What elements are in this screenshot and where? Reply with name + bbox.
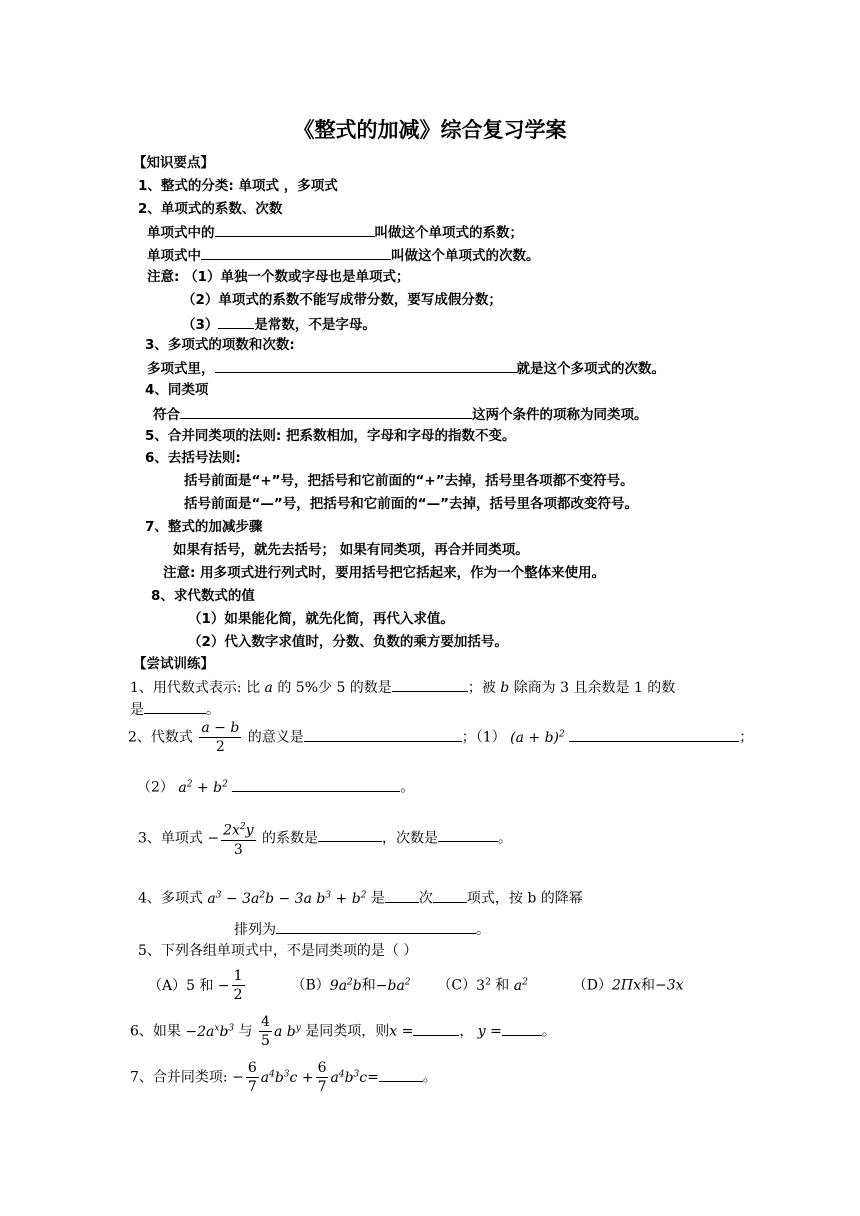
answer-blank[interactable] — [144, 698, 206, 714]
question-1 — [130, 676, 675, 698]
text: = — [367, 1069, 379, 1086]
question-4 — [138, 885, 583, 909]
text: ， — [459, 1023, 474, 1040]
text: 1、用代数式表示: 比 — [130, 680, 261, 696]
text: 。 — [541, 1023, 556, 1040]
question-6 — [130, 1008, 556, 1052]
text: 2、代数式 — [128, 729, 193, 746]
knowledge-item-1: 1、整式的分类: 单项式 ，多项式 — [138, 178, 338, 194]
question-3 — [138, 818, 512, 859]
bracket-rule-minus: 括号前面是“—”号，把括号和它前面的“—”去掉，括号里各项都改变符号。 — [184, 496, 638, 512]
blank — [215, 221, 375, 237]
text: 4、多项式 — [138, 890, 203, 907]
steps-text: 如果有括号，就先去括号； 如果有同类项，再合并同类项。 — [173, 542, 529, 558]
text: 。 — [498, 830, 513, 847]
numerator: 1 — [233, 968, 243, 985]
numerator: 6 — [247, 1060, 257, 1077]
text: 和 — [361, 977, 376, 994]
math: a $b^y$ — [273, 1023, 301, 1040]
answer-blank[interactable] — [232, 776, 400, 792]
question-5: 5、下列各组单项式中，不是同类项的是（ ） — [138, 943, 418, 959]
text: 是常数，不是字母。 — [254, 317, 376, 333]
text: 是 — [130, 702, 144, 718]
math: x = — [389, 1023, 414, 1040]
option-a[interactable] — [148, 968, 247, 1004]
text: （D） — [572, 977, 612, 994]
text: 符合 — [153, 407, 180, 423]
text: 排列为 — [234, 922, 276, 938]
text: 叫做这个单项式的次数。 — [391, 248, 540, 264]
blank — [215, 357, 517, 373]
option-d[interactable] — [573, 978, 684, 994]
knowledge-item-2: 2、单项式的系数、次数 — [138, 201, 283, 217]
math: − — [207, 830, 220, 847]
page-title: 《整式的加减》综合复习学案 — [293, 118, 567, 142]
evaluate-rule-2: （2）代入数字求值时，分数、负数的乘方要加括号。 — [188, 634, 508, 650]
text: 除商为 3 且余数是 1 的数 — [513, 680, 676, 696]
text: ；（1） — [461, 729, 506, 746]
numerator: $2x^2y$ — [221, 818, 255, 841]
answer-blank[interactable] — [318, 826, 382, 842]
math: 2Πx — [611, 977, 641, 994]
text: 是 — [370, 890, 385, 907]
text: 。 — [476, 922, 490, 938]
fraction — [221, 818, 255, 859]
math: $a^4b^3c$ — [330, 1069, 368, 1086]
question-5-options — [148, 962, 684, 1006]
text: 7、合并同类项: — [130, 1069, 228, 1086]
text: 的 5%少 5 的数是 — [277, 680, 392, 696]
math: b — [500, 680, 510, 696]
text: 这两个条件的项称为同类项。 — [472, 407, 648, 423]
note-2: （2）单项式的系数不能写成带分数，要写成假分数； — [182, 292, 502, 308]
numerator: a − b — [201, 720, 240, 737]
text: 项式，按 b 的降幂 — [466, 890, 583, 907]
text: （3） — [182, 317, 219, 333]
math: $-ba^2$ — [375, 977, 411, 994]
math: y = — [473, 1023, 502, 1040]
blank — [218, 313, 254, 329]
text: 次 — [418, 890, 433, 907]
math: $-2a^xb^3$ — [185, 1023, 235, 1040]
answer-blank[interactable] — [379, 1066, 423, 1082]
text: （C） — [437, 977, 477, 994]
numerator: 4 — [261, 1014, 270, 1031]
text: 是同类项，则 — [305, 1023, 390, 1040]
text: 6、如果 — [130, 1023, 181, 1040]
math: $a^4b^3c$ + — [260, 1069, 314, 1086]
math: $3^2$ — [476, 977, 491, 994]
text: 和 — [640, 977, 655, 994]
text: 叫做这个单项式的系数； — [374, 225, 523, 241]
answer-blank[interactable] — [392, 676, 468, 692]
denominator: 7 — [247, 1079, 257, 1096]
text: ； — [739, 729, 754, 746]
knowledge-item-8: 8、求代数式的值 — [151, 588, 255, 604]
text: 单项式中 — [147, 248, 201, 264]
numerator: 6 — [317, 1060, 327, 1077]
knowledge-item-5: 5、合并同类项的法则: 把系数相加，字母和字母的指数不变。 — [145, 428, 516, 444]
text: ；被 — [467, 680, 496, 696]
math: a — [264, 680, 273, 696]
denominator: 3 — [233, 841, 243, 858]
text: 与 — [238, 1023, 253, 1040]
knowledge-item-7: 7、整式的加减步骤 — [145, 519, 263, 535]
answer-blank-x[interactable] — [413, 1020, 459, 1036]
text: （2） — [137, 779, 174, 796]
practice-header: 【尝试训练】 — [133, 656, 214, 672]
blank — [180, 403, 472, 419]
answer-blank-y[interactable] — [502, 1020, 542, 1036]
math: $(a + b)^2$ — [510, 729, 565, 746]
text: 的系数是 — [262, 830, 319, 847]
degree-definition — [147, 244, 540, 266]
answer-blank[interactable] — [385, 887, 419, 903]
question-2 — [128, 716, 753, 756]
text: 。 — [422, 1069, 437, 1086]
knowledge-header: 【知识要点】 — [133, 155, 214, 171]
like-terms-definition — [153, 403, 648, 425]
text: 和 — [495, 977, 510, 994]
question-2-cont — [137, 774, 414, 798]
answer-blank[interactable] — [569, 726, 739, 742]
answer-blank[interactable] — [304, 726, 462, 742]
knowledge-item-3: 3、多项式的项数和次数: — [145, 337, 295, 353]
evaluate-rule-1: （1）如果能化简，就先化简，再代入求值。 — [188, 611, 454, 627]
steps-note: 注意: 用多项式进行列式时，要用括号把它括起来，作为一个整体来使用。 — [163, 565, 606, 581]
fraction — [199, 719, 241, 756]
knowledge-item-4: 4、同类项 — [145, 382, 209, 398]
math: $a^2 + b^2$ — [178, 779, 228, 796]
fraction — [232, 967, 245, 1004]
text: 。 — [400, 779, 415, 796]
text: （B） — [291, 977, 330, 994]
text: ，次数是 — [382, 830, 439, 847]
answer-blank[interactable] — [276, 918, 476, 934]
fraction — [316, 1059, 329, 1096]
text: 多项式里， — [147, 361, 215, 377]
coefficient-definition — [147, 221, 523, 243]
denominator: 5 — [261, 1033, 270, 1050]
math: $9a^2b$ — [329, 977, 362, 994]
note-3 — [182, 313, 376, 335]
knowledge-item-6: 6、去括号法则: — [145, 450, 241, 466]
polynomial-degree-definition — [147, 357, 665, 379]
question-4-cont — [234, 918, 490, 940]
text: （A）5 和 — [148, 977, 214, 994]
question-7 — [130, 1054, 437, 1098]
math: − — [232, 1069, 244, 1086]
text: 3、单项式 — [138, 830, 203, 847]
answer-blank[interactable] — [433, 887, 467, 903]
fraction — [259, 1013, 272, 1050]
answer-blank[interactable] — [438, 826, 498, 842]
text: 就是这个多项式的次数。 — [516, 361, 665, 377]
text: 。 — [206, 702, 220, 718]
math: − — [217, 977, 230, 994]
blank — [201, 244, 391, 260]
option-c[interactable] — [437, 978, 527, 994]
text: 的意义是 — [247, 729, 304, 746]
text: 单项式中的 — [147, 225, 215, 241]
denominator: 7 — [317, 1079, 327, 1096]
fraction — [246, 1059, 259, 1096]
option-b[interactable] — [291, 978, 410, 994]
note-1: 注意: （1）单独一个数或字母也是单项式； — [147, 269, 410, 285]
denominator: 2 — [233, 987, 243, 1004]
math: −3x — [654, 977, 684, 994]
math: $a^2$ — [513, 977, 528, 994]
bracket-rule-plus: 括号前面是“+”号，把括号和它前面的“+”去掉，括号里各项都不变符号。 — [184, 473, 634, 489]
math: $a^3 - 3a^2b - 3a$ $b^3 + b^2$ — [207, 890, 367, 907]
denominator: 2 — [215, 739, 225, 756]
